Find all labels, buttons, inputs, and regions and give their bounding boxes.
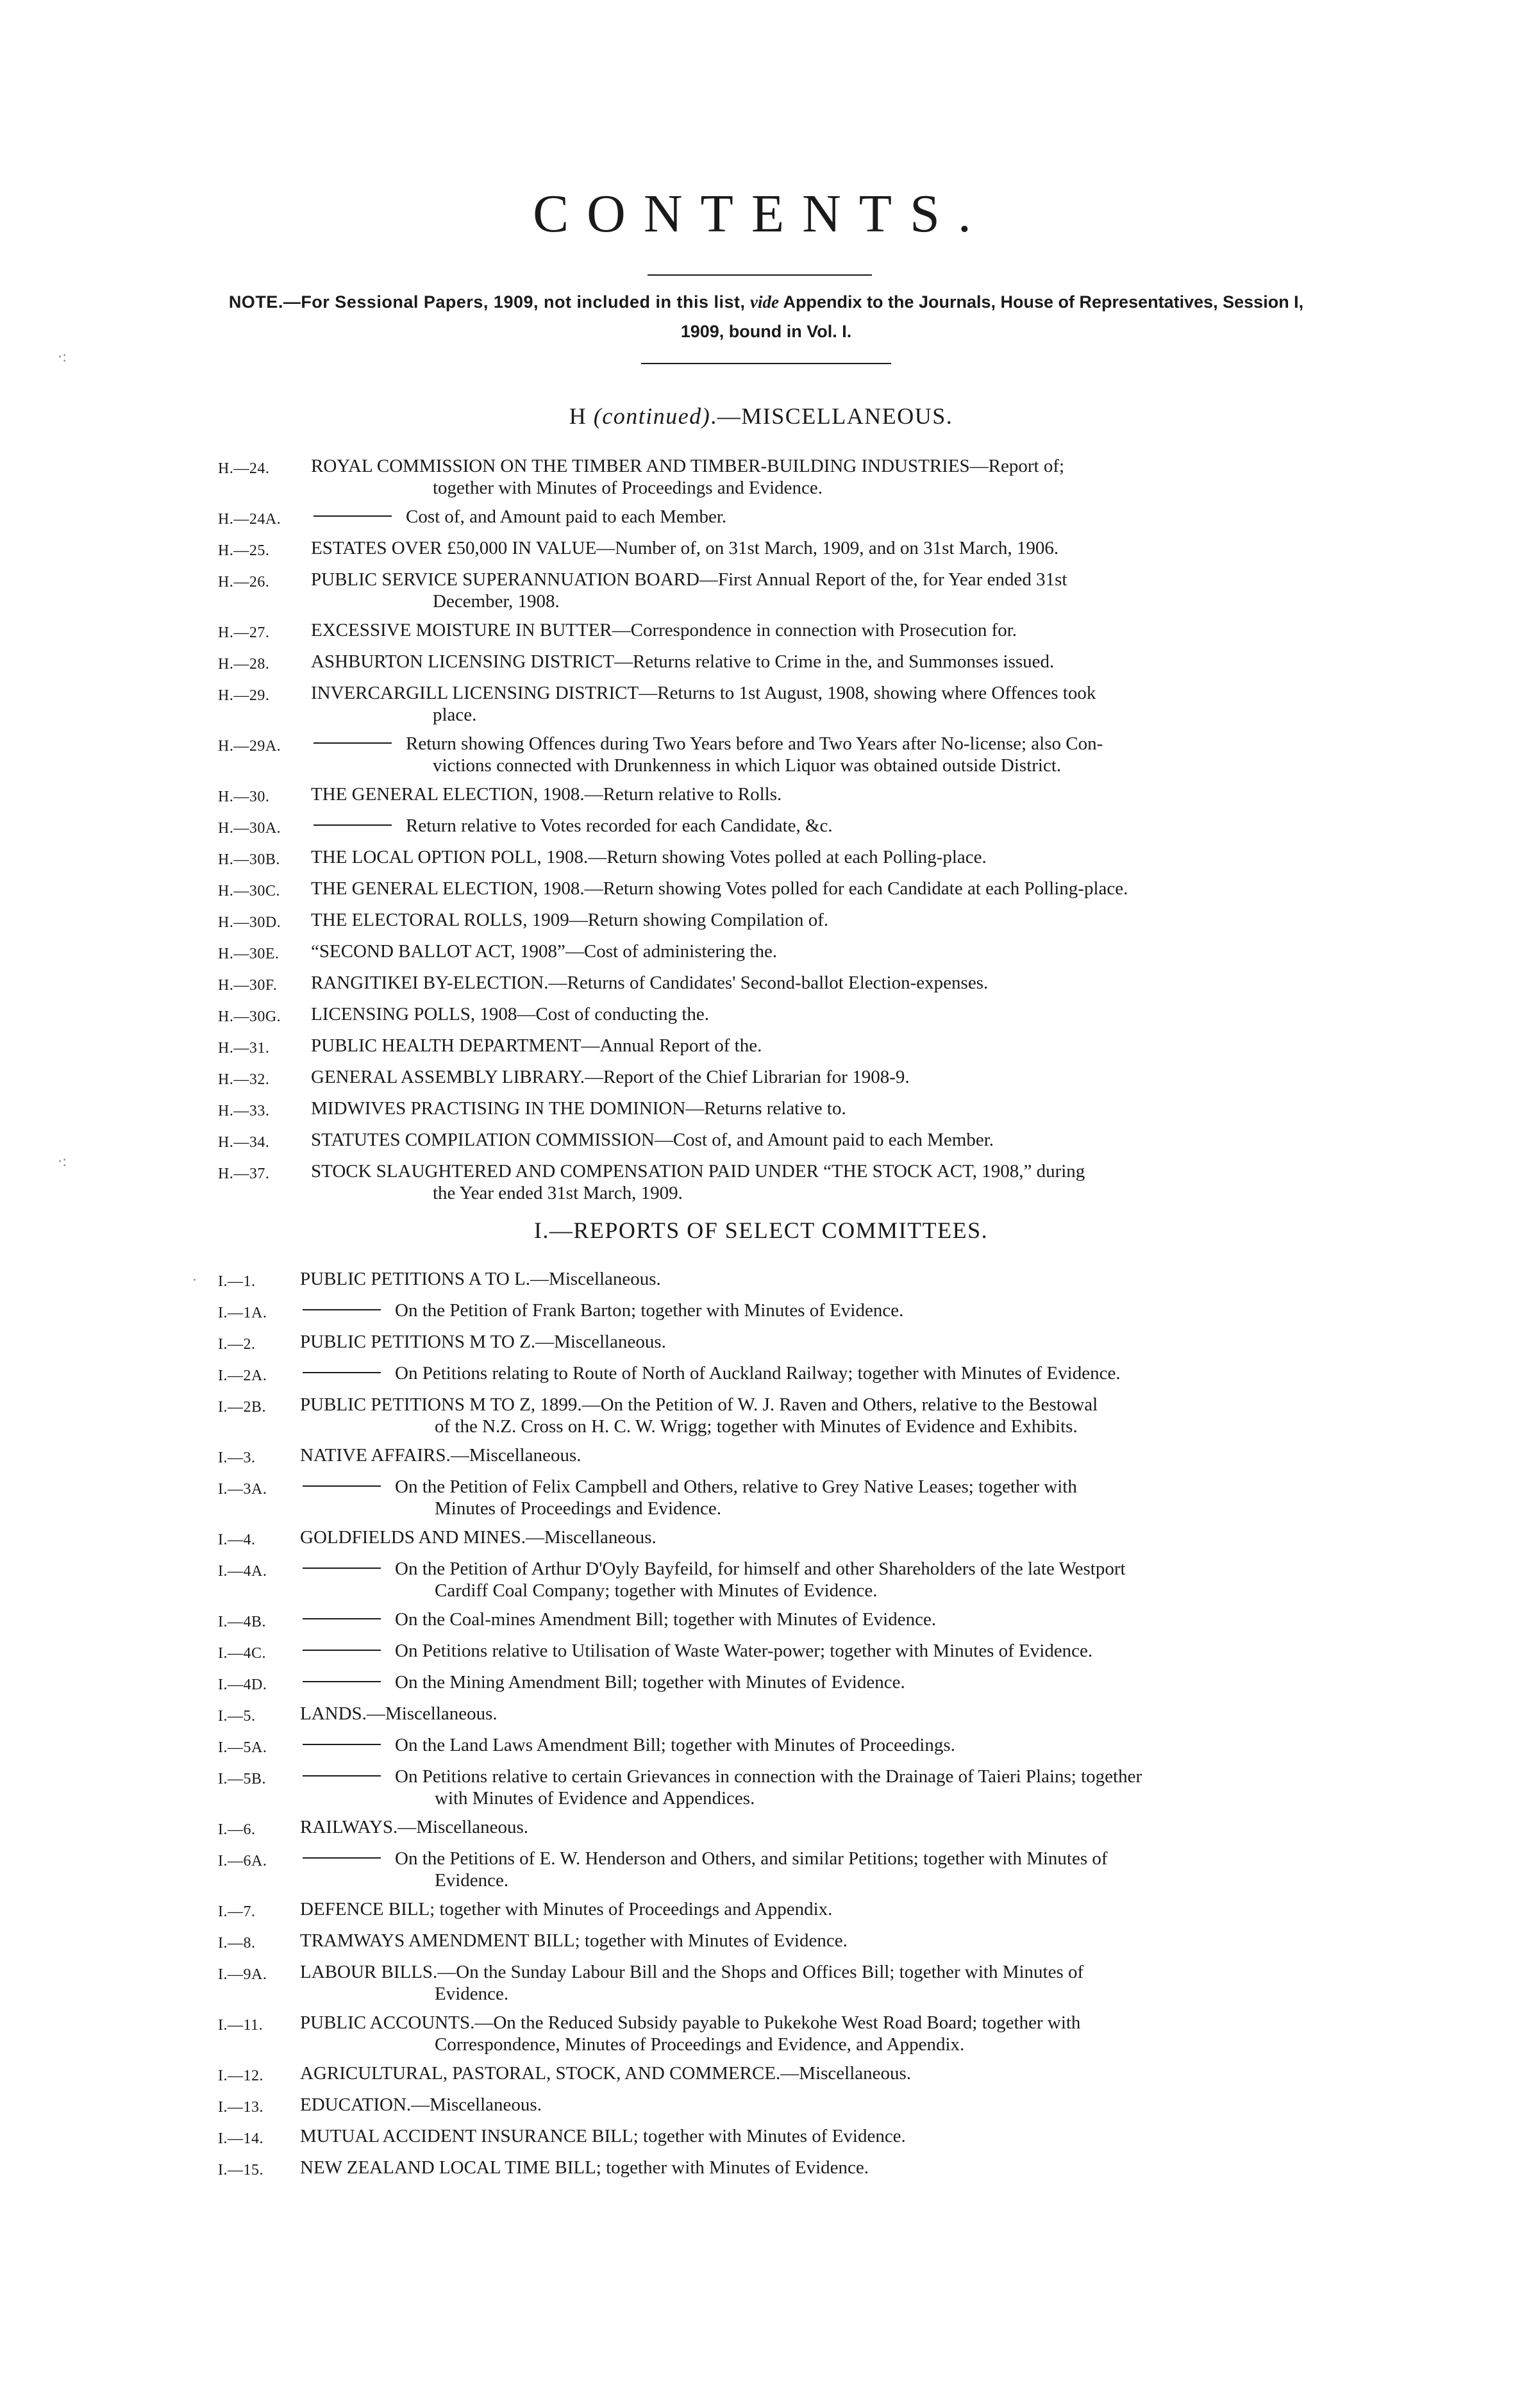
entry-code: H.—33.	[218, 1103, 270, 1119]
ditto-dash	[303, 1681, 381, 1682]
entry-text: PUBLIC SERVICE SUPERANNUATION BOARD—First Annual Report of the, for Year ended 31st	[311, 569, 1067, 590]
contents-entry	[218, 506, 1340, 530]
entry-body	[300, 1444, 1340, 1469]
entry-body	[311, 1035, 1340, 1059]
contents-entry	[218, 1160, 1340, 1204]
entry-body	[300, 2125, 1340, 2150]
entry-code: I.—1.	[218, 1273, 256, 1290]
entry-code: I.—9A.	[218, 1966, 267, 1983]
entry-body	[300, 1930, 1340, 1954]
contents-entry	[218, 1066, 1340, 1091]
contents-entry	[218, 1848, 1340, 1891]
entry-body	[311, 815, 1340, 839]
entry-body	[311, 1129, 1340, 1153]
entry-text: On the Petitions of E. W. Henderson and Others, and similar Petitions; together with Minutes of	[395, 1848, 1108, 1869]
entry-text-continued: place.	[433, 705, 477, 725]
entry-body	[311, 455, 1340, 499]
entry-text: GENERAL ASSEMBLY LIBRARY.—Report of the Chief Librarian for 1908-9.	[311, 1067, 910, 1087]
heading-prefix: I.—REPORTS OF SELECT COMMITTEES.	[533, 1217, 989, 1243]
contents-entry	[218, 878, 1340, 902]
entry-text: EDUCATION.—Miscellaneous.	[300, 2094, 542, 2115]
entry-body	[311, 846, 1340, 871]
entry-body	[300, 1734, 1340, 1759]
contents-entry	[218, 1362, 1340, 1387]
entry-body	[311, 1160, 1340, 1204]
entry-code: H.—30G.	[218, 1008, 281, 1025]
ditto-dash	[303, 1372, 381, 1373]
entry-text: PUBLIC PETITIONS M TO Z, 1899.—On the Petition of W. J. Raven and Others, relative to the Bestowal	[300, 1394, 1098, 1415]
contents-entry	[218, 651, 1340, 675]
entry-code: I.—4A.	[218, 1563, 267, 1580]
entry-code: H.—30C.	[218, 883, 280, 899]
entry-body	[300, 1476, 1340, 1519]
entry-body	[311, 878, 1340, 902]
entry-body	[311, 909, 1340, 933]
entry-code: I.—2B.	[218, 1399, 266, 1416]
section-heading-h	[0, 403, 1522, 430]
entry-body	[300, 1640, 1340, 1664]
entry-body	[311, 651, 1340, 675]
contents-entry	[218, 2125, 1340, 2150]
entry-text: PUBLIC PETITIONS M TO Z.—Miscellaneous.	[300, 1332, 666, 1352]
contents-entry	[218, 1671, 1340, 1696]
contents-entry	[218, 2094, 1340, 2118]
entry-code: I.—8.	[218, 1935, 256, 1952]
entry-code: H.—24.	[218, 460, 270, 477]
contents-entry	[218, 733, 1340, 776]
ditto-dash	[303, 1775, 381, 1777]
entry-code: I.—3A.	[218, 1481, 267, 1498]
contents-entry	[218, 1816, 1340, 1841]
contents-entry	[218, 1035, 1340, 1059]
contents-entry	[218, 815, 1340, 839]
entry-code: I.—3.	[218, 1450, 256, 1466]
entry-text-continued: of the N.Z. Cross on H. C. W. Wrigg; together with Minutes of Evidence and Exhibits.	[435, 1416, 1078, 1437]
ditto-dash	[303, 1618, 381, 1619]
contents-entry	[218, 1766, 1340, 1809]
entry-text: On Petitions relative to Utilisation of Waste Water-power; together with Minutes of Evidence.	[395, 1641, 1093, 1661]
entry-body	[300, 1394, 1340, 1437]
entry-body	[300, 1703, 1340, 1727]
entry-text-continued: Evidence.	[435, 1870, 509, 1891]
entry-text: On the Land Laws Amendment Bill; together with Minutes of Proceedings.	[395, 1735, 955, 1755]
entry-code: I.—12.	[218, 2068, 263, 2084]
scan-mark: ·:	[58, 349, 67, 365]
entry-text: MUTUAL ACCIDENT INSURANCE BILL; together with Minutes of Evidence.	[300, 2126, 906, 2146]
entry-code: I.—6.	[218, 1821, 256, 1838]
contents-entry	[218, 1703, 1340, 1727]
note-prefix: NOTE.—For Sessional Papers, 1909, not included in this list,	[228, 292, 746, 312]
entry-text: STOCK SLAUGHTERED AND COMPENSATION PAID UNDER “THE STOCK ACT, 1908,” during	[311, 1161, 1085, 1182]
ditto-dash	[314, 742, 392, 744]
entry-code: H.—27.	[218, 624, 270, 641]
entry-text: THE GENERAL ELECTION, 1908.—Return relative to Rolls.	[311, 784, 782, 805]
contents-entry	[218, 1734, 1340, 1759]
entry-code: H.—28.	[218, 656, 270, 673]
ditto-dash	[303, 1650, 381, 1651]
entry-text-continued: together with Minutes of Proceedings and Evidence.	[433, 478, 823, 498]
note-rule	[641, 363, 891, 364]
contents-entry	[218, 783, 1340, 808]
entry-text-continued: the Year ended 31st March, 1909.	[433, 1183, 683, 1203]
entry-code: I.—2A.	[218, 1367, 267, 1384]
heading-italic: (continued)	[593, 403, 711, 429]
entry-code: H.—37.	[218, 1166, 270, 1182]
entry-text: LABOUR BILLS.—On the Sunday Labour Bill and the Shops and Offices Bill; together with Minutes of	[300, 1962, 1084, 1982]
entry-text: On the Petition of Felix Campbell and Others, relative to Grey Native Leases; together with	[395, 1476, 1077, 1497]
entry-text: On the Mining Amendment Bill; together with Minutes of Evidence.	[395, 1672, 905, 1693]
entry-body	[300, 2012, 1340, 2055]
entry-text: NATIVE AFFAIRS.—Miscellaneous.	[300, 1445, 581, 1466]
entry-body	[300, 1331, 1340, 1355]
entry-body	[300, 1558, 1340, 1601]
entry-body	[300, 2062, 1340, 2087]
entry-text: Return relative to Votes recorded for each Candidate, &c.	[406, 815, 833, 836]
contents-entry	[218, 1300, 1340, 1324]
entry-text: STATUTES COMPILATION COMMISSION—Cost of, and Amount paid to each Member.	[311, 1130, 994, 1150]
entry-text-continued: with Minutes of Evidence and Appendices.	[435, 1788, 755, 1809]
contents-entry	[218, 1930, 1340, 1954]
contents-entry	[218, 619, 1340, 644]
entry-code: I.—15.	[218, 2162, 263, 2178]
entry-text-continued: December, 1908.	[433, 591, 560, 612]
entry-text: THE LOCAL OPTION POLL, 1908.—Return showing Votes polled at each Polling-place.	[311, 847, 987, 867]
entry-body	[311, 506, 1340, 530]
entry-body	[300, 1961, 1340, 2005]
contents-entry	[218, 2062, 1340, 2087]
entry-code: I.—4B.	[218, 1614, 266, 1630]
section-heading-i	[0, 1217, 1522, 1244]
contents-entry	[218, 909, 1340, 933]
entry-body	[311, 619, 1340, 644]
entry-code: I.—5.	[218, 1708, 256, 1725]
h-section-list	[218, 455, 1340, 1211]
note-rest: Appendix to the Journals, House of Representatives, Session I, 1909, bound in Vol. I.	[680, 292, 1304, 341]
contents-entry	[218, 1444, 1340, 1469]
entry-text: PUBLIC HEALTH DEPARTMENT—Annual Report of the.	[311, 1035, 762, 1056]
entry-body	[311, 941, 1340, 965]
contents-entry	[218, 972, 1340, 996]
contents-entry	[218, 1003, 1340, 1028]
entry-code: H.—29.	[218, 687, 270, 704]
contents-entry	[218, 569, 1340, 612]
entry-text: On the Coal-mines Amendment Bill; together with Minutes of Evidence.	[395, 1609, 937, 1630]
entry-text: Cost of, and Amount paid to each Member.	[406, 506, 727, 527]
entry-code: I.—5B.	[218, 1771, 266, 1787]
contents-entry	[218, 1331, 1340, 1355]
entry-text: ESTATES OVER £50,000 IN VALUE—Number of, on 31st March, 1909, and on 31st March, 1906.	[311, 538, 1059, 558]
entry-body	[300, 1268, 1340, 1292]
entry-text-continued: Minutes of Proceedings and Evidence.	[435, 1498, 721, 1519]
contents-entry	[218, 2157, 1340, 2181]
entry-code: H.—30B.	[218, 851, 280, 868]
entry-text: INVERCARGILL LICENSING DISTRICT—Returns to 1st August, 1908, showing where Offences took	[311, 683, 1096, 703]
entry-body	[311, 1066, 1340, 1091]
entry-text: Return showing Offences during Two Years before and Two Years after No-license; also Con-	[406, 733, 1103, 754]
entry-code: H.—34.	[218, 1134, 270, 1151]
entry-body	[300, 1766, 1340, 1809]
contents-entry	[218, 682, 1340, 726]
entry-body	[311, 733, 1340, 776]
contents-entry	[218, 1394, 1340, 1437]
entry-code: H.—24A.	[218, 511, 281, 528]
entry-code: H.—26.	[218, 574, 270, 590]
entry-code: I.—5A.	[218, 1739, 267, 1756]
entry-code: I.—14.	[218, 2130, 263, 2147]
entry-code: I.—7.	[218, 1903, 256, 1920]
entry-text: PUBLIC PETITIONS A TO L.—Miscellaneous.	[300, 1269, 661, 1289]
contents-entry	[218, 1526, 1340, 1551]
i-section-list	[218, 1268, 1340, 2188]
entry-text: DEFENCE BILL; together with Minutes of Proceedings and Appendix.	[300, 1899, 833, 1919]
entry-code: I.—2.	[218, 1336, 256, 1353]
entry-code: I.—11.	[218, 2017, 263, 2034]
entry-code: H.—29A.	[218, 738, 281, 755]
entry-code: I.—4D.	[218, 1676, 267, 1693]
entry-code: H.—32.	[218, 1071, 270, 1088]
entry-text: LANDS.—Miscellaneous.	[300, 1703, 498, 1724]
entry-text: PUBLIC ACCOUNTS.—On the Reduced Subsidy payable to Pukekohe West Road Board; together with	[300, 2012, 1081, 2033]
entry-body	[300, 1898, 1340, 1923]
entry-body	[300, 2157, 1340, 2181]
entry-body	[300, 1848, 1340, 1891]
entry-body	[311, 1003, 1340, 1028]
ditto-dash	[303, 1485, 381, 1487]
contents-entry	[218, 1268, 1340, 1292]
entry-body	[311, 682, 1340, 726]
entry-text-continued: Evidence.	[435, 1984, 509, 2004]
ditto-dash	[314, 824, 392, 826]
contents-entry	[218, 455, 1340, 499]
contents-entry	[218, 1609, 1340, 1633]
entry-text: THE ELECTORAL ROLLS, 1909—Return showing Compilation of.	[311, 910, 829, 930]
contents-entry	[218, 1098, 1340, 1122]
heading-suffix: .—MISCELLANEOUS.	[710, 403, 953, 429]
contents-entry	[218, 1898, 1340, 1923]
entry-code: I.—1A.	[218, 1305, 267, 1321]
entry-code: H.—31.	[218, 1040, 270, 1057]
contents-entry	[218, 537, 1340, 562]
sessional-papers-note	[212, 287, 1321, 346]
entry-code: H.—30.	[218, 789, 270, 805]
entry-code: I.—6A.	[218, 1853, 267, 1869]
note-vide: vide	[750, 292, 779, 312]
entry-body	[300, 1671, 1340, 1696]
entry-text: On the Petition of Arthur D'Oyly Bayfeild, for himself and other Shareholders of the late Westport	[395, 1559, 1126, 1579]
entry-code: I.—4C.	[218, 1645, 266, 1662]
contents-entry	[218, 1640, 1340, 1664]
contents-entry	[218, 1129, 1340, 1153]
contents-entry	[218, 1961, 1340, 2005]
entry-body	[300, 1300, 1340, 1324]
entry-text: AGRICULTURAL, PASTORAL, STOCK, AND COMMERCE.—Miscellaneous.	[300, 2063, 912, 2084]
contents-entry	[218, 1558, 1340, 1601]
entry-code: H.—30A.	[218, 820, 281, 837]
entry-code: H.—30E.	[218, 946, 280, 962]
entry-text: “SECOND BALLOT ACT, 1908”—Cost of administering the.	[311, 941, 778, 962]
entry-text: On Petitions relating to Route of North of Auckland Railway; together with Minutes of Evidence.	[395, 1363, 1121, 1384]
entry-text: RANGITIKEI BY-ELECTION.—Returns of Candidates' Second-ballot Election-expenses.	[311, 973, 989, 993]
scan-mark: ·:	[58, 1154, 67, 1170]
ditto-dash	[303, 1309, 381, 1310]
entry-text: RAILWAYS.—Miscellaneous.	[300, 1817, 529, 1837]
ditto-dash	[314, 515, 392, 517]
entry-text-continued: Correspondence, Minutes of Proceedings and Evidence, and Appendix.	[435, 2034, 965, 2055]
entry-text: NEW ZEALAND LOCAL TIME BILL; together with Minutes of Evidence.	[300, 2157, 869, 2178]
entry-body	[311, 569, 1340, 612]
entry-text: On the Petition of Frank Barton; together with Minutes of Evidence.	[395, 1300, 904, 1321]
entry-text: MIDWIVES PRACTISING IN THE DOMINION—Returns relative to.	[311, 1098, 846, 1119]
contents-entry	[218, 941, 1340, 965]
page-title: CONTENTS.	[533, 184, 989, 244]
entry-body	[300, 1816, 1340, 1841]
entry-text: ROYAL COMMISSION ON THE TIMBER AND TIMBER-BUILDING INDUSTRIES—Report of;	[311, 456, 1065, 476]
entry-text: LICENSING POLLS, 1908—Cost of conducting the.	[311, 1004, 710, 1024]
entry-code: I.—4.	[218, 1532, 256, 1548]
entry-text: On Petitions relative to certain Grievances in connection with the Drainage of Taieri Plains; together	[395, 1766, 1142, 1787]
entry-text: GOLDFIELDS AND MINES.—Miscellaneous.	[300, 1527, 656, 1548]
entry-text-continued: victions connected with Drunkenness in which Liquor was obtained outside District.	[433, 755, 1062, 776]
entry-body	[311, 537, 1340, 562]
title-rule	[648, 274, 872, 276]
entry-body	[300, 1526, 1340, 1551]
entry-text: ASHBURTON LICENSING DISTRICT—Returns relative to Crime in the, and Summonses issued.	[311, 651, 1055, 672]
entry-text: EXCESSIVE MOISTURE IN BUTTER—Correspondence in connection with Prosecution for.	[311, 620, 1017, 640]
ditto-dash	[303, 1568, 381, 1569]
ditto-dash	[303, 1744, 381, 1745]
scan-mark: ·	[192, 1273, 197, 1289]
entry-code: H.—30D.	[218, 914, 281, 931]
entry-code: I.—13.	[218, 2099, 263, 2116]
contents-entry	[218, 1476, 1340, 1519]
entry-body	[311, 1098, 1340, 1122]
entry-text: TRAMWAYS AMENDMENT BILL; together with Minutes of Evidence.	[300, 1930, 848, 1951]
entry-text-continued: Cardiff Coal Company; together with Minutes of Evidence.	[435, 1580, 878, 1601]
entry-body	[311, 783, 1340, 808]
entry-body	[300, 1362, 1340, 1387]
ditto-dash	[303, 1857, 381, 1859]
heading-prefix: H	[569, 403, 587, 429]
entry-body	[300, 1609, 1340, 1633]
contents-entry	[218, 846, 1340, 871]
entry-body	[300, 2094, 1340, 2118]
entry-code: H.—30F.	[218, 977, 278, 994]
entry-code: H.—25.	[218, 542, 270, 559]
contents-entry	[218, 2012, 1340, 2055]
entry-text: THE GENERAL ELECTION, 1908.—Return showing Votes polled for each Candidate at each Polling-place.	[311, 878, 1128, 899]
entry-body	[311, 972, 1340, 996]
